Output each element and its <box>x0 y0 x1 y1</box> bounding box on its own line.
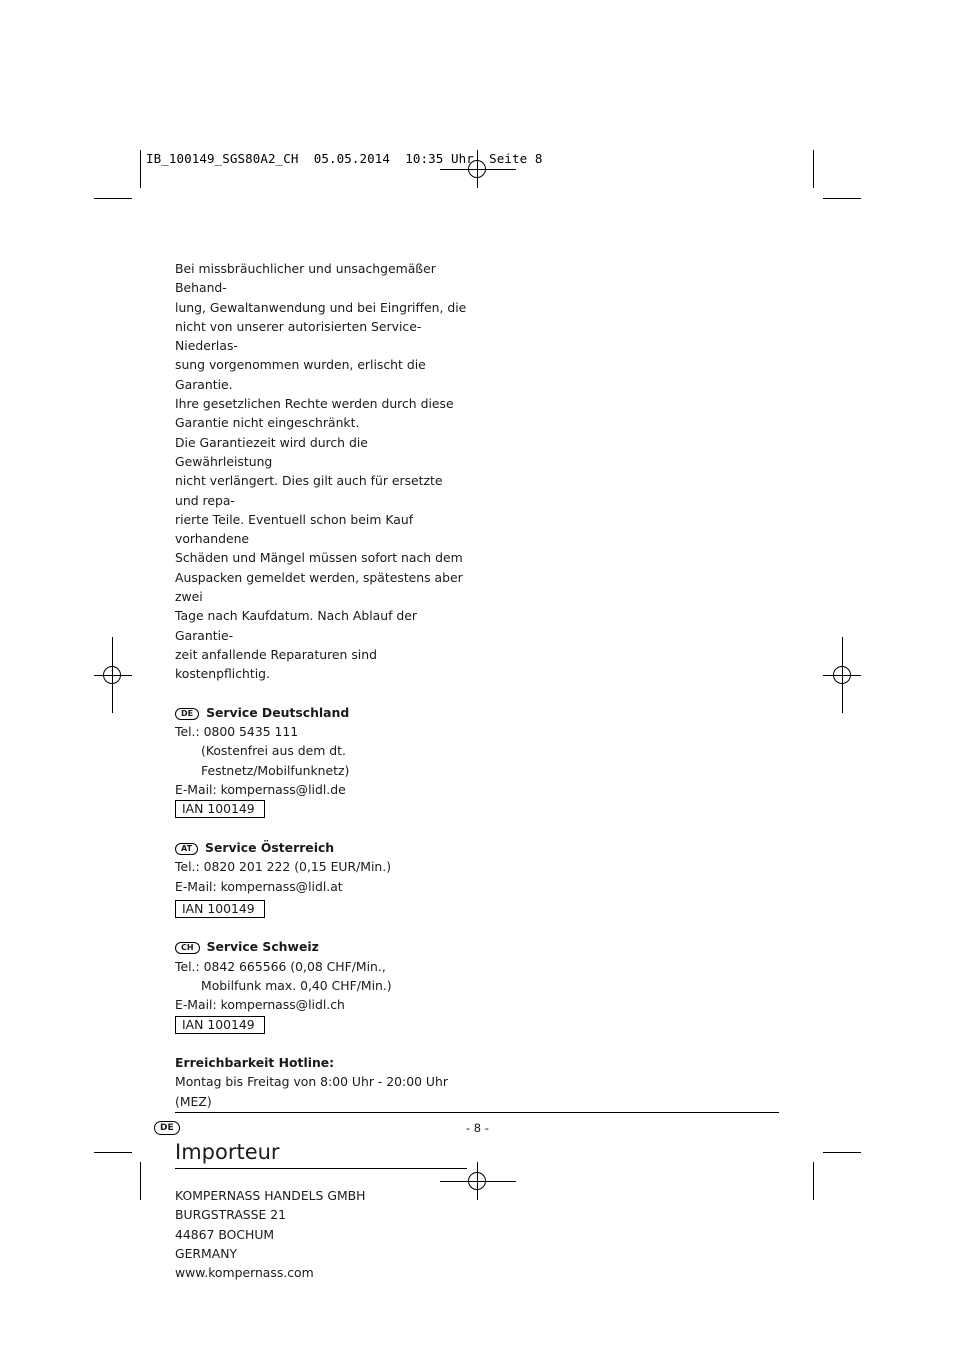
print-slug: IB_100149_SGS80A2_CH 05.05.2014 10:35 Uhr Seite 8 <box>146 151 543 166</box>
ian-box: IAN 100149 <box>175 800 265 818</box>
address-line: 44867 BOCHUM <box>175 1226 275 1242</box>
text-line: zeit anfallende Reparaturen sind kostenpflichtig. <box>175 646 377 682</box>
footer-rule <box>175 1112 779 1113</box>
crop-mark-top-left-v <box>140 150 141 188</box>
hotline-hours: Montag bis Freitag von 8:00 Uhr - 20:00 Uhr (MEZ) <box>175 1074 448 1109</box>
service-note: (Kostenfrei aus dem dt. Festnetz/Mobilfunknetz) <box>201 743 350 778</box>
text-line: sung vorgenommen wurden, erlischt die Garantie. <box>175 357 426 392</box>
importer-address <box>175 1186 467 1282</box>
warranty-paragraph-1 <box>175 259 467 433</box>
text-line: Auspacken gemeldet werden, spätestens aber zwei <box>175 569 463 605</box>
text-line: Garantie nicht eingeschränkt. <box>175 415 360 431</box>
country-badge-ch: CH <box>175 942 200 954</box>
address-line: KOMPERNASS HANDELS GMBH <box>175 1188 366 1204</box>
ian-box: IAN 100149 <box>175 900 265 918</box>
importer-website: www.kompernass.com <box>175 1265 314 1281</box>
text-line: nicht verlängert. Dies gilt auch für ersetzte und repa- <box>175 473 443 508</box>
service-heading: Service Schweiz <box>206 939 319 955</box>
text-line: Tage nach Kaufdatum. Nach Ablauf der Garantie- <box>175 608 417 643</box>
service-heading: Service Deutschland <box>206 704 350 720</box>
service-note: Mobilfunk max. 0,40 CHF/Min.) <box>201 977 392 993</box>
country-badge-de: DE <box>175 708 199 720</box>
crop-mark-top-left-h <box>94 198 132 199</box>
service-oesterreich <box>175 838 467 918</box>
service-tel: Tel.: 0842 665566 (0,08 CHF/Min., <box>175 958 386 974</box>
crop-mark-bottom-right-v <box>813 1162 814 1200</box>
ian-box: IAN 100149 <box>175 1016 265 1034</box>
crop-mark-top-right-h <box>823 198 861 199</box>
crop-mark-bottom-left-h <box>94 1152 132 1153</box>
importer-title: Importeur <box>175 1138 467 1169</box>
hotline <box>175 1053 467 1111</box>
address-line: GERMANY <box>175 1245 238 1261</box>
page-number: - 8 - <box>466 1121 489 1135</box>
text-line: rierte Teile. Eventuell schon beim Kauf vorhandene <box>175 511 414 547</box>
text-line: nicht von unserer autorisierten Service-Niederlas- <box>175 318 422 354</box>
service-email: E-Mail: kompernass@lidl.at <box>175 878 343 894</box>
crop-mark-top-right-v <box>813 150 814 188</box>
service-email: E-Mail: kompernass@lidl.ch <box>175 997 345 1013</box>
footer-country-badge: DE <box>154 1121 180 1135</box>
country-badge-at: AT <box>175 843 198 855</box>
service-heading: Service Österreich <box>205 839 335 855</box>
warranty-paragraph-2 <box>175 433 467 684</box>
service-tel: Tel.: 0800 5435 111 <box>175 724 299 740</box>
service-deutschland <box>175 703 467 819</box>
text-line: lung, Gewaltanwendung und bei Eingriffen, die <box>175 299 467 315</box>
text-line: Ihre gesetzlichen Rechte werden durch diese <box>175 396 454 412</box>
service-schweiz <box>175 937 467 1033</box>
hotline-heading: Erreichbarkeit Hotline: <box>175 1055 335 1071</box>
text-line: Bei missbräuchlicher und unsachgemäßer Behand- <box>175 261 436 296</box>
service-tel: Tel.: 0820 201 222 (0,15 EUR/Min.) <box>175 859 392 875</box>
crop-mark-bottom-right-h <box>823 1152 861 1153</box>
service-email: E-Mail: kompernass@lidl.de <box>175 782 346 798</box>
text-line: Schäden und Mängel müssen sofort nach dem <box>175 550 463 566</box>
content-column <box>175 259 467 1283</box>
crop-mark-bottom-left-v <box>140 1162 141 1200</box>
text-line: Die Garantiezeit wird durch die Gewährleistung <box>175 434 368 469</box>
address-line: BURGSTRASSE 21 <box>175 1207 287 1223</box>
